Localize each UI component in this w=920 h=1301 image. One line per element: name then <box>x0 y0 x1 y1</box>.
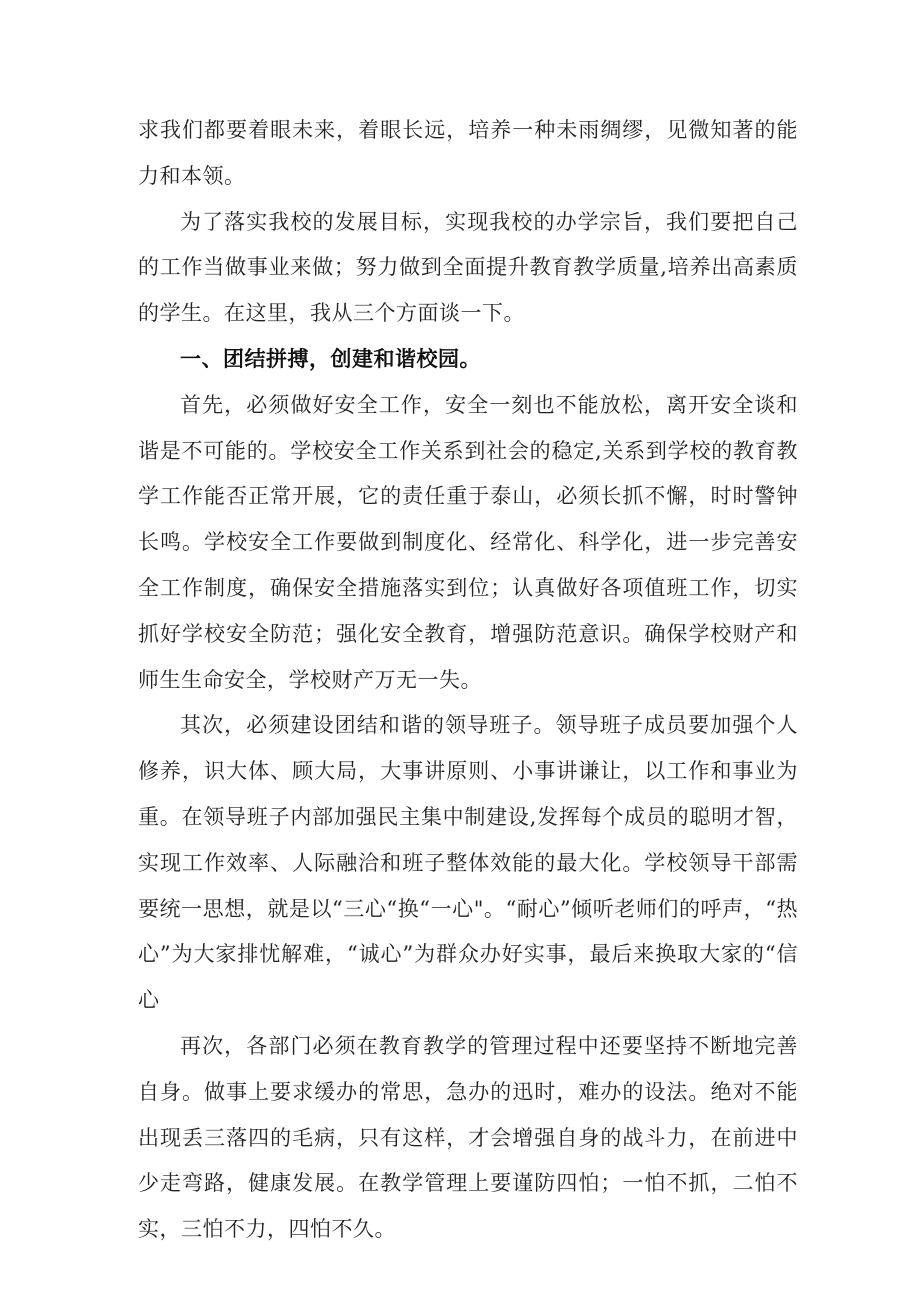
paragraph-continuation: 求我们都要着眼未来，着眼长远，培养一种未雨绸缪，见微知著的能力和本领。 <box>138 118 798 188</box>
paragraph-departments: 再次，各部门必须在教育教学的管理过程中还要坚持不断地完善自身。做事上要求缓办的常思，急办的迅时，难办的设法。绝对不能出现丢三落四的毛病，只有这样，才会增强自身的战斗力，在前进中少走弯路，健康发展。在教学管理上要谨防四怕；一怕不抓，二怕不实，三怕不力，四怕不久。 <box>138 1033 798 1242</box>
paragraph-goals: 为了落实我校的发展目标，实现我校的办学宗旨，我们要把自己的工作当做事业来做；努力做到全面提升教育教学质量,培养出高素质的学生。在这里，我从三个方面谈一下。 <box>138 209 798 326</box>
paragraph-safety: 首先，必须做好安全工作，安全一刻也不能放松，离开安全谈和谐是不可能的。学校安全工作关系到社会的稳定,关系到学校的教育教学工作能否正常开展，它的责任重于泰山，必须长抓不懈，时时警钟长鸣。学校安全工作要做到制度化、经常化、科学化，进一步完善安全工作制度，确保安全措施落实到位；认真做好各项值班工作，切实抓好学校安全防范；强化安全教育，增强防范意识。确保学校财产和师生生命安全，学校财产万无一失。 <box>138 392 798 692</box>
section-heading: 一、团结拼搏，创建和谐校园。 <box>180 346 481 371</box>
paragraph-leadership: 其次，必须建设团结和谐的领导班子。领导班子成员要加强个人修养，识大体、顾大局，大事讲原则、小事讲谦让，以工作和事业为重。在领导班子内部加强民主集中制建设,发挥每个成员的聪明才智，实现工作效率、人际融洽和班子整体效能的最大化。学校领导干部需要统一思想，就是以“三心“换“一心"。“耐心”倾听老师们的呼声，“热心”为大家排忧解难，“诚心”为群众办好实事，最后来换取大家的“信心 <box>138 713 798 1013</box>
document-body <box>138 108 798 1253</box>
